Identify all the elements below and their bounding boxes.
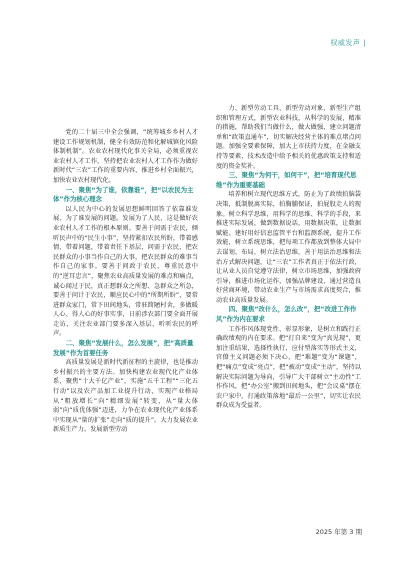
paragraph: 党的二十届三中全会强调，“统筹城乡乡村人才建设工作规划机制，健全有效防范和化解城镇化风险体制机制”。农业农村现代化事关全局，必须重视农业农村人才工作，坚持把农业农村人才工作作为做好新时代“三农”工作的重要内容，推进乡村全面振兴，加快农业农村现代化。 [53,129,198,184]
paragraph: 培养和树立现代思维方式，防止为了政绩拍脑袋决策，抵制脱离实际，拍胸脯保证，拍屁股走人的现象。树立科学思维，用科学的思维、科学的手段，来推进实际发展，做到数据说话，用数据决策，让数据赋能。建好用好信息监管平台和监测系统，提升工作效能，树立系统思维，把每项工作都放到整体大局中去谋划、布局，树立法治思维，善于用法治思维和法治方式解决问题，让“三农”工作者真正于依法行政，让从业人员自觉遵守法律，树立市场思维，加强政府引导，推进市场化运作，加强品牌建设，通过营造良好营商环境，带动农业生产与市场需求高度契合，推动农业高质量发展。 [216,191,361,304]
paragraph: 高质量发展是新时代新征程的主旋律，也是推动乡村振兴的主要方法。加快构建农业现代化产业体系，聚焦“十大千亿产业”，实施“五千工程”“三化五行动”以及农产品加工业提升行动，实现产业格局从“粗放增长”向“精细发展”转变，从“量大体弱”向“质优体强”迈进，力争在农业现代化产业体系中实现从“量的扩张”走向“质的提升”。大力发展农业新质生产力。发展新型劳动 [53,359,198,434]
left-column [53,128,198,435]
section-heading: 四、聚焦“改什么，怎么改”，把“改进工作作风”作为内在要求 [216,305,357,324]
paragraph: 工作作风体现党性、彰显形象，是树立和践行正确政绩观的内在要求。把“打自来”变为“真见现”，更加注重结果，选择性执行，应付型落实等形式主义，官僚主义问题必须下决心，把“难题”变为“课题”，把“痛点”变成“亮点”，把“被动”变成“主动”，坚持以解决实际问题为导向，引导广大干部树立“主动性”工作作风，把“办公室”搬到田间地头，把“会议桌”摆在农户家中，打通政策落地“最后一公里”，切实让农民群众成为受益者。 [216,325,361,410]
section-heading: 一、聚焦“为了谁，依靠谁”，把“以农民为主体”作为核心理念 [53,185,194,204]
right-column [216,104,361,411]
paragraph: 以人民为中心的发展思想鲜明回答了依靠谁发展、为了谁发展的问题。发展为了人民，这是做好农业农村人才工作的根本原则。要善于问需于农民，倾听民声中的“民生小事”，坚持紧扣农民所盼，带着感情、带着问题，带着责任下基层，问需于农民，把农民群众的小事当作自己的大事，把农民群众的难事当作自己的家事。要善于问政于农民，尊重民意中的“逆耳忠言”，聚焦农业高质量发展的难点和痛点，诚心闻过于民，真正想群众之所想、急群众之所急，要善于问计于农民，顺应民心中的“所期所盼”，要常进群众家门，常下田间地头，常驻简陋村舍，多做暖人心、得人心的好事实事，日前涉农部门要全面开展走访，关注农业部门要多深入基层，听听农民的呼声。 [53,205,198,338]
section-heading: 三、聚焦“为何干，如何干”，把“培育现代思维”作为重要基础 [216,171,357,189]
paragraph: 力、新型劳动工具、新型劳动对象，新型生产组织和管理方式，新型农业科技，从科学的发展，精准的措施，帮助我们当做什么，做大做强，建立问题清单和“政策直通车”，切实解决经营主体的难点堵点问题。加强全要素保障，加大上市扶持力度，在金融支持等要素，技术改造中给予相关的优惠政策支持和适度的资金奖补。 [216,105,361,170]
column-label: 权威发声 | [330,39,366,47]
issue-label: 2025 年第 3 期 [315,528,362,536]
section-heading: 二、聚焦“发展什么，怎么发展”，把“高质量发展”作为首要任务 [53,339,194,357]
